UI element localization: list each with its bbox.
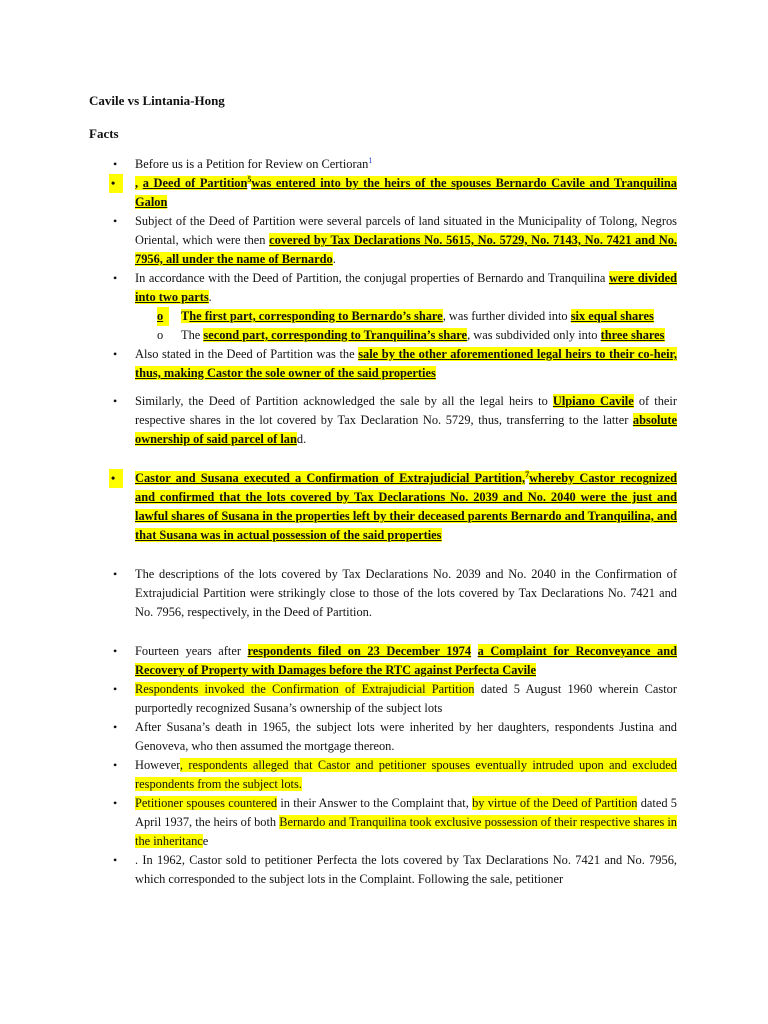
list-item: • Before us is a Petition for Review on Certioran$^1$ xyxy=(89,155,677,174)
sub-list-item: o The second part, corresponding to Tranquilina’s share, was subdivided only into three shares xyxy=(157,328,665,342)
list-item: • However, respondents alleged that Castor and petitioner spouses eventually intruded upon and excluded respondents from the subject lots. xyxy=(89,756,677,794)
facts-list xyxy=(89,155,677,889)
footnote-link[interactable]: 5 xyxy=(247,174,252,184)
list-item: • Also stated in the Deed of Partition was the sale by the other aforementioned legal heirs to their co-heir, thus, making Castor the sole owner of the said properties xyxy=(89,345,677,383)
list-item: • Castor and Susana executed a Confirmation of Extrajudicial Partition,$^7$whereby Castor recognized and confirmed that the lots covered by Tax Declarations No. 2039 and No. 2040 were the just and lawful shares of Susana in the properties left by their deceased parents Bernardo and Tranquilina, and that Susana was in actual possession of the said properties xyxy=(89,469,677,545)
list-item: • Subject of the Deed of Partition were several parcels of land situated in the Municipality of Tolong, Negros Oriental, which were then covered by Tax Declarations No. 5615, No. 5729, No. 7143, No. 7421 and No. 7956, all under the name of Bernardo. xyxy=(89,212,677,269)
list-item: • In accordance with the Deed of Partition, the conjugal properties of Bernardo and Tranquilina were divided into two parts. o The first part, corresponding to Bernardo’s share, was further divided into six equal shares o The second part, corresponding to Tranquilina’s share, was subdivided only into three shares xyxy=(89,269,677,345)
footnote-link[interactable]: 7 xyxy=(525,469,530,479)
list-item: • Petitioner spouses countered in their Answer to the Complaint that, by virtue of the Deed of Partition dated 5 April 1937, the heirs of both Bernardo and Tranquilina took exclusive possession of their respective shares in the inheritance xyxy=(89,794,677,851)
footnote-link[interactable]: 1 xyxy=(368,155,373,165)
list-item: • , a Deed of Partition$^5$was entered into by the heirs of the spouses Bernardo Cavile and Tranquilina Galon xyxy=(89,174,677,212)
sub-list xyxy=(135,307,677,345)
document-title: Cavile vs Lintania-Hong xyxy=(89,93,225,108)
list-item: • The descriptions of the lots covered by Tax Declarations No. 2039 and No. 2040 in the Confirmation of Extrajudicial Partition were strikingly close to those of the lots covered by Tax Declarations No. 7421 and No. 7956, respectively, in the Deed of Partition. xyxy=(89,565,677,622)
sub-list-item: o The first part, corresponding to Bernardo’s share, was further divided into six equal shares xyxy=(135,307,677,326)
list-item: • Similarly, the Deed of Partition acknowledged the sale by all the legal heirs to Ulpiano Cavile of their respective shares in the lot covered by Tax Declaration No. 5729, thus, transferring to the latter absolute ownership of said parcel of land. xyxy=(89,392,677,449)
list-item: • Fourteen years after respondents filed on 23 December 1974 a Complaint for Reconveyance and Recovery of Property with Damages before the RTC against Perfecta Cavile xyxy=(89,642,677,680)
list-item: • . In 1962, Castor sold to petitioner Perfecta the lots covered by Tax Declarations No. 7421 and No. 7956, which corresponded to the subject lots in the Complaint. Following the sale, petitioner xyxy=(89,851,677,889)
list-item: • After Susana’s death in 1965, the subject lots were inherited by her daughters, respondents Justina and Genoveva, who then assumed the mortgage thereon. xyxy=(89,718,677,756)
section-heading: Facts xyxy=(89,126,119,141)
list-item: • Respondents invoked the Confirmation of Extrajudicial Partition dated 5 August 1960 wherein Castor purportedly recognized Susana’s ownership of the subject lots xyxy=(89,680,677,718)
